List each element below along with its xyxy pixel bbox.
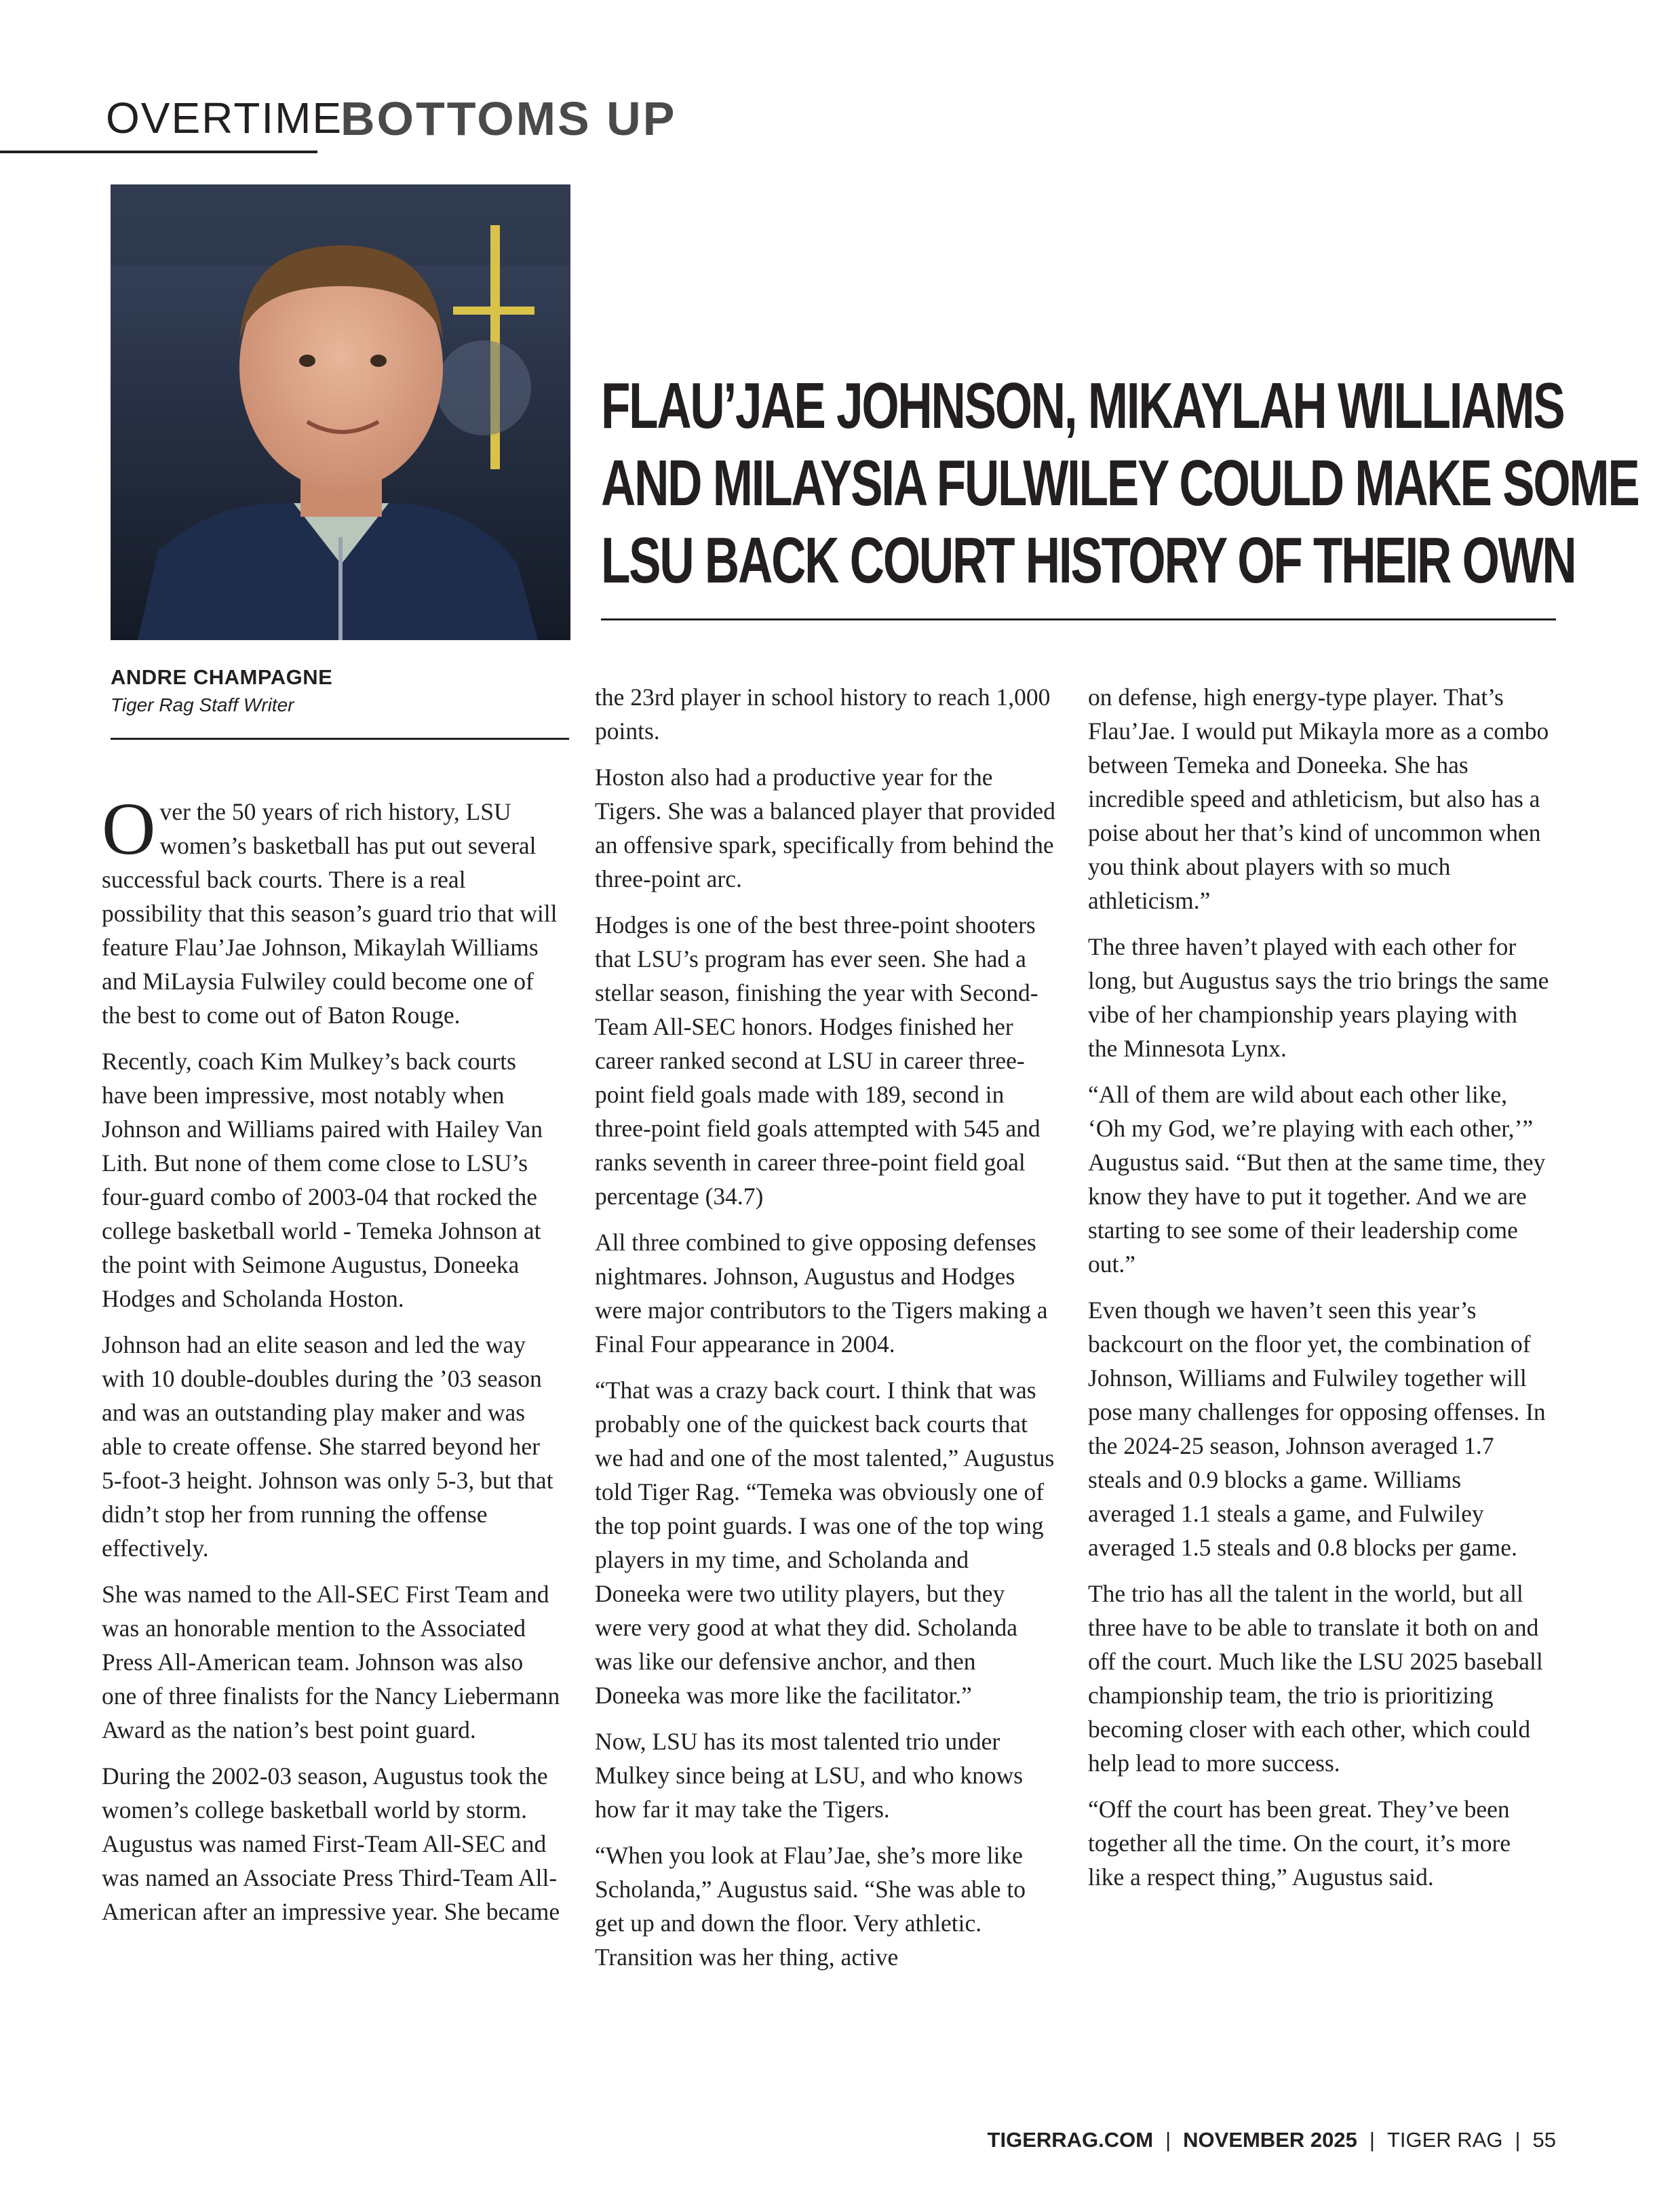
byline (111, 663, 570, 719)
headline-line-3: LSU BACK COURT HISTORY OF THEIR OWN (601, 524, 1576, 597)
headline-line-2: AND MILAYSIA FULWILEY COULD MAKE SOME (601, 447, 1639, 519)
article-paragraph: “That was a crazy back court. I think that was probably one of the quickest back courts that we had and one of the most talented,” Augustus told Tiger Rag. “Temeka was obviously one of the top point guards. I was one of the top wing players in my time, and Scholanda and Doneeka were two utility players, but they were very good at what they did. Scholanda was like our defensive anchor, and then Doneeka was more like the facilitator.” (595, 1377, 1055, 1709)
section-label: OVERTIME (106, 94, 343, 142)
header-rule (0, 151, 317, 153)
article-paragraph: During the 2002-03 season, Augustus took the women’s college basketball world by storm. Augustus was named First-Team All-SEC and was named an Associate Press Third-Team All-American after an impressive year. She became (102, 1762, 560, 1925)
subsection-label: BOTTOMS UP (341, 92, 677, 145)
article-column-2 (595, 680, 1056, 1986)
footer-divider: | (1369, 2128, 1375, 2152)
article-paragraph: Hodges is one of the best three-point shooters that LSU’s program has ever seen. She had a stellar season, finishing the year with Second-Team All-SEC honors. Hodges finished her career ranked second at LSU in career three-point field goals made with 189, second in three-point field goals attempted with 545 and ranks seventh in career three-point field goal percentage (34.7) (595, 911, 1041, 1210)
article-paragraph: “When you look at Flau’Jae, she’s more like Scholanda,” Augustus said. “She was able to get up and down the floor. Very athletic. Transition was her thing, active (595, 1842, 1026, 1971)
headline-rule (601, 618, 1556, 620)
author-photo (111, 184, 570, 640)
drop-cap: O (102, 787, 156, 870)
article-paragraph: The trio has all the talent in the world, but all three have to be able to translate it both on and off the court. Much like the LSU 2025 baseball championship team, the trio is prioritizing becoming closer with each other, which could help lead to more success. (1088, 1580, 1543, 1777)
headline-line-1: FLAU’JAE JOHNSON, MIKAYLAH WILLIAMS (601, 370, 1564, 442)
article-paragraph: She was named to the All-SEC First Team and was an honorable mention to the Associated Press All-American team. Johnson was also one of three finalists for the Nancy Liebermann Award as the nation’s best point guard. (102, 1581, 560, 1743)
footer-divider: | (1165, 2128, 1171, 2152)
article-paragraph: Even though we haven’t seen this year’s backcourt on the floor yet, the combination of Johnson, Williams and Fulwiley together will pose many challenges for opposing offenses. In the 2024-25 season, Johnson averaged 1.7 steals and 0.9 blocks a game. Williams averaged 1.1 steals a game, and Fulwiley averaged 1.5 steals and 0.8 blocks per game. (1088, 1297, 1546, 1561)
article-paragraph: Recently, coach Kim Mulkey’s back courts have been impressive, most notably when Johnson and Williams paired with Hailey Van Lith. But none of them come close to LSU’s four-guard combo of 2003-04 that rocked the college basketball world - Temeka Johnson at the point with Seimone Augustus, Doneeka Hodges and Scholanda Hoston. (102, 1048, 543, 1312)
footer-divider: | (1515, 2128, 1521, 2152)
paragraph-text: ver the 50 years of rich history, LSU women’s basketball has put out several successful back courts. There is a real possibility that this season’s guard trio that will feature Flau’Jae Johnson, Mikaylah Williams and MiLaysia Fulwiley could become one of the best to come out of Baton Rouge. (102, 798, 558, 1029)
author-role: Tiger Rag Staff Writer (111, 694, 294, 715)
footer-site: TIGERRAG.COM (987, 2128, 1154, 2152)
article-paragraph: “Off the court has been great. They’ve been together all the time. On the court, it’s more like a respect thing,” Augustus said. (1088, 1796, 1511, 1891)
article-paragraph (102, 787, 563, 1032)
article-paragraph: the 23rd player in school history to reach 1,000 points. (595, 684, 1051, 745)
article-paragraph: All three combined to give opposing defenses nightmares. Johnson, Augustus and Hodges were major contributors to the Tigers making a Final Four appearance in 2004. (595, 1229, 1048, 1358)
byline-rule (111, 738, 569, 740)
article-column-3 (1088, 680, 1549, 1906)
headline (601, 368, 1639, 599)
page-number: 55 (1532, 2128, 1556, 2152)
article-paragraph: on defense, high energy-type player. That’s Flau’Jae. I would put Mikayla more as a combo between Temeka and Doneeka. She has incredible speed and athleticism, but also has a poise about her that’s kind of uncommon when you think about players with so much athleticism.” (1088, 684, 1549, 914)
article-paragraph: Now, LSU has its most talented trio under Mulkey since being at LSU, and who knows how far it may take the Tigers. (595, 1728, 1024, 1823)
article-paragraph: Johnson had an elite season and led the way with 10 double-doubles during the ’03 season and was an outstanding play maker and was able to create offense. She starred beyond her 5-foot-3 height. Johnson was only 5-3, but that didn’t stop her from running the offense effectively. (102, 1331, 553, 1562)
article-paragraph: The three haven’t played with each other for long, but Augustus says the trio brings the same vibe of her championship years playing with the Minnesota Lynx. (1088, 933, 1549, 1062)
page-footer (988, 2128, 1556, 2152)
author-name: ANDRE CHAMPAGNE (111, 665, 333, 689)
article-column-1 (102, 787, 563, 1941)
article-paragraph: “All of them are wild about each other like, ‘Oh my God, we’re playing with each other,’” Augustus said. “But then at the same time, they know they have to put it together. And we are starting to see some of their leadership come out.” (1088, 1081, 1546, 1278)
footer-issue: NOVEMBER 2025 (1183, 2128, 1357, 2152)
footer-magazine: TIGER RAG (1386, 2128, 1503, 2152)
article-paragraph: Hoston also had a productive year for the Tigers. She was a balanced player that provided an offensive spark, specifically from behind the three-point arc. (595, 764, 1055, 892)
